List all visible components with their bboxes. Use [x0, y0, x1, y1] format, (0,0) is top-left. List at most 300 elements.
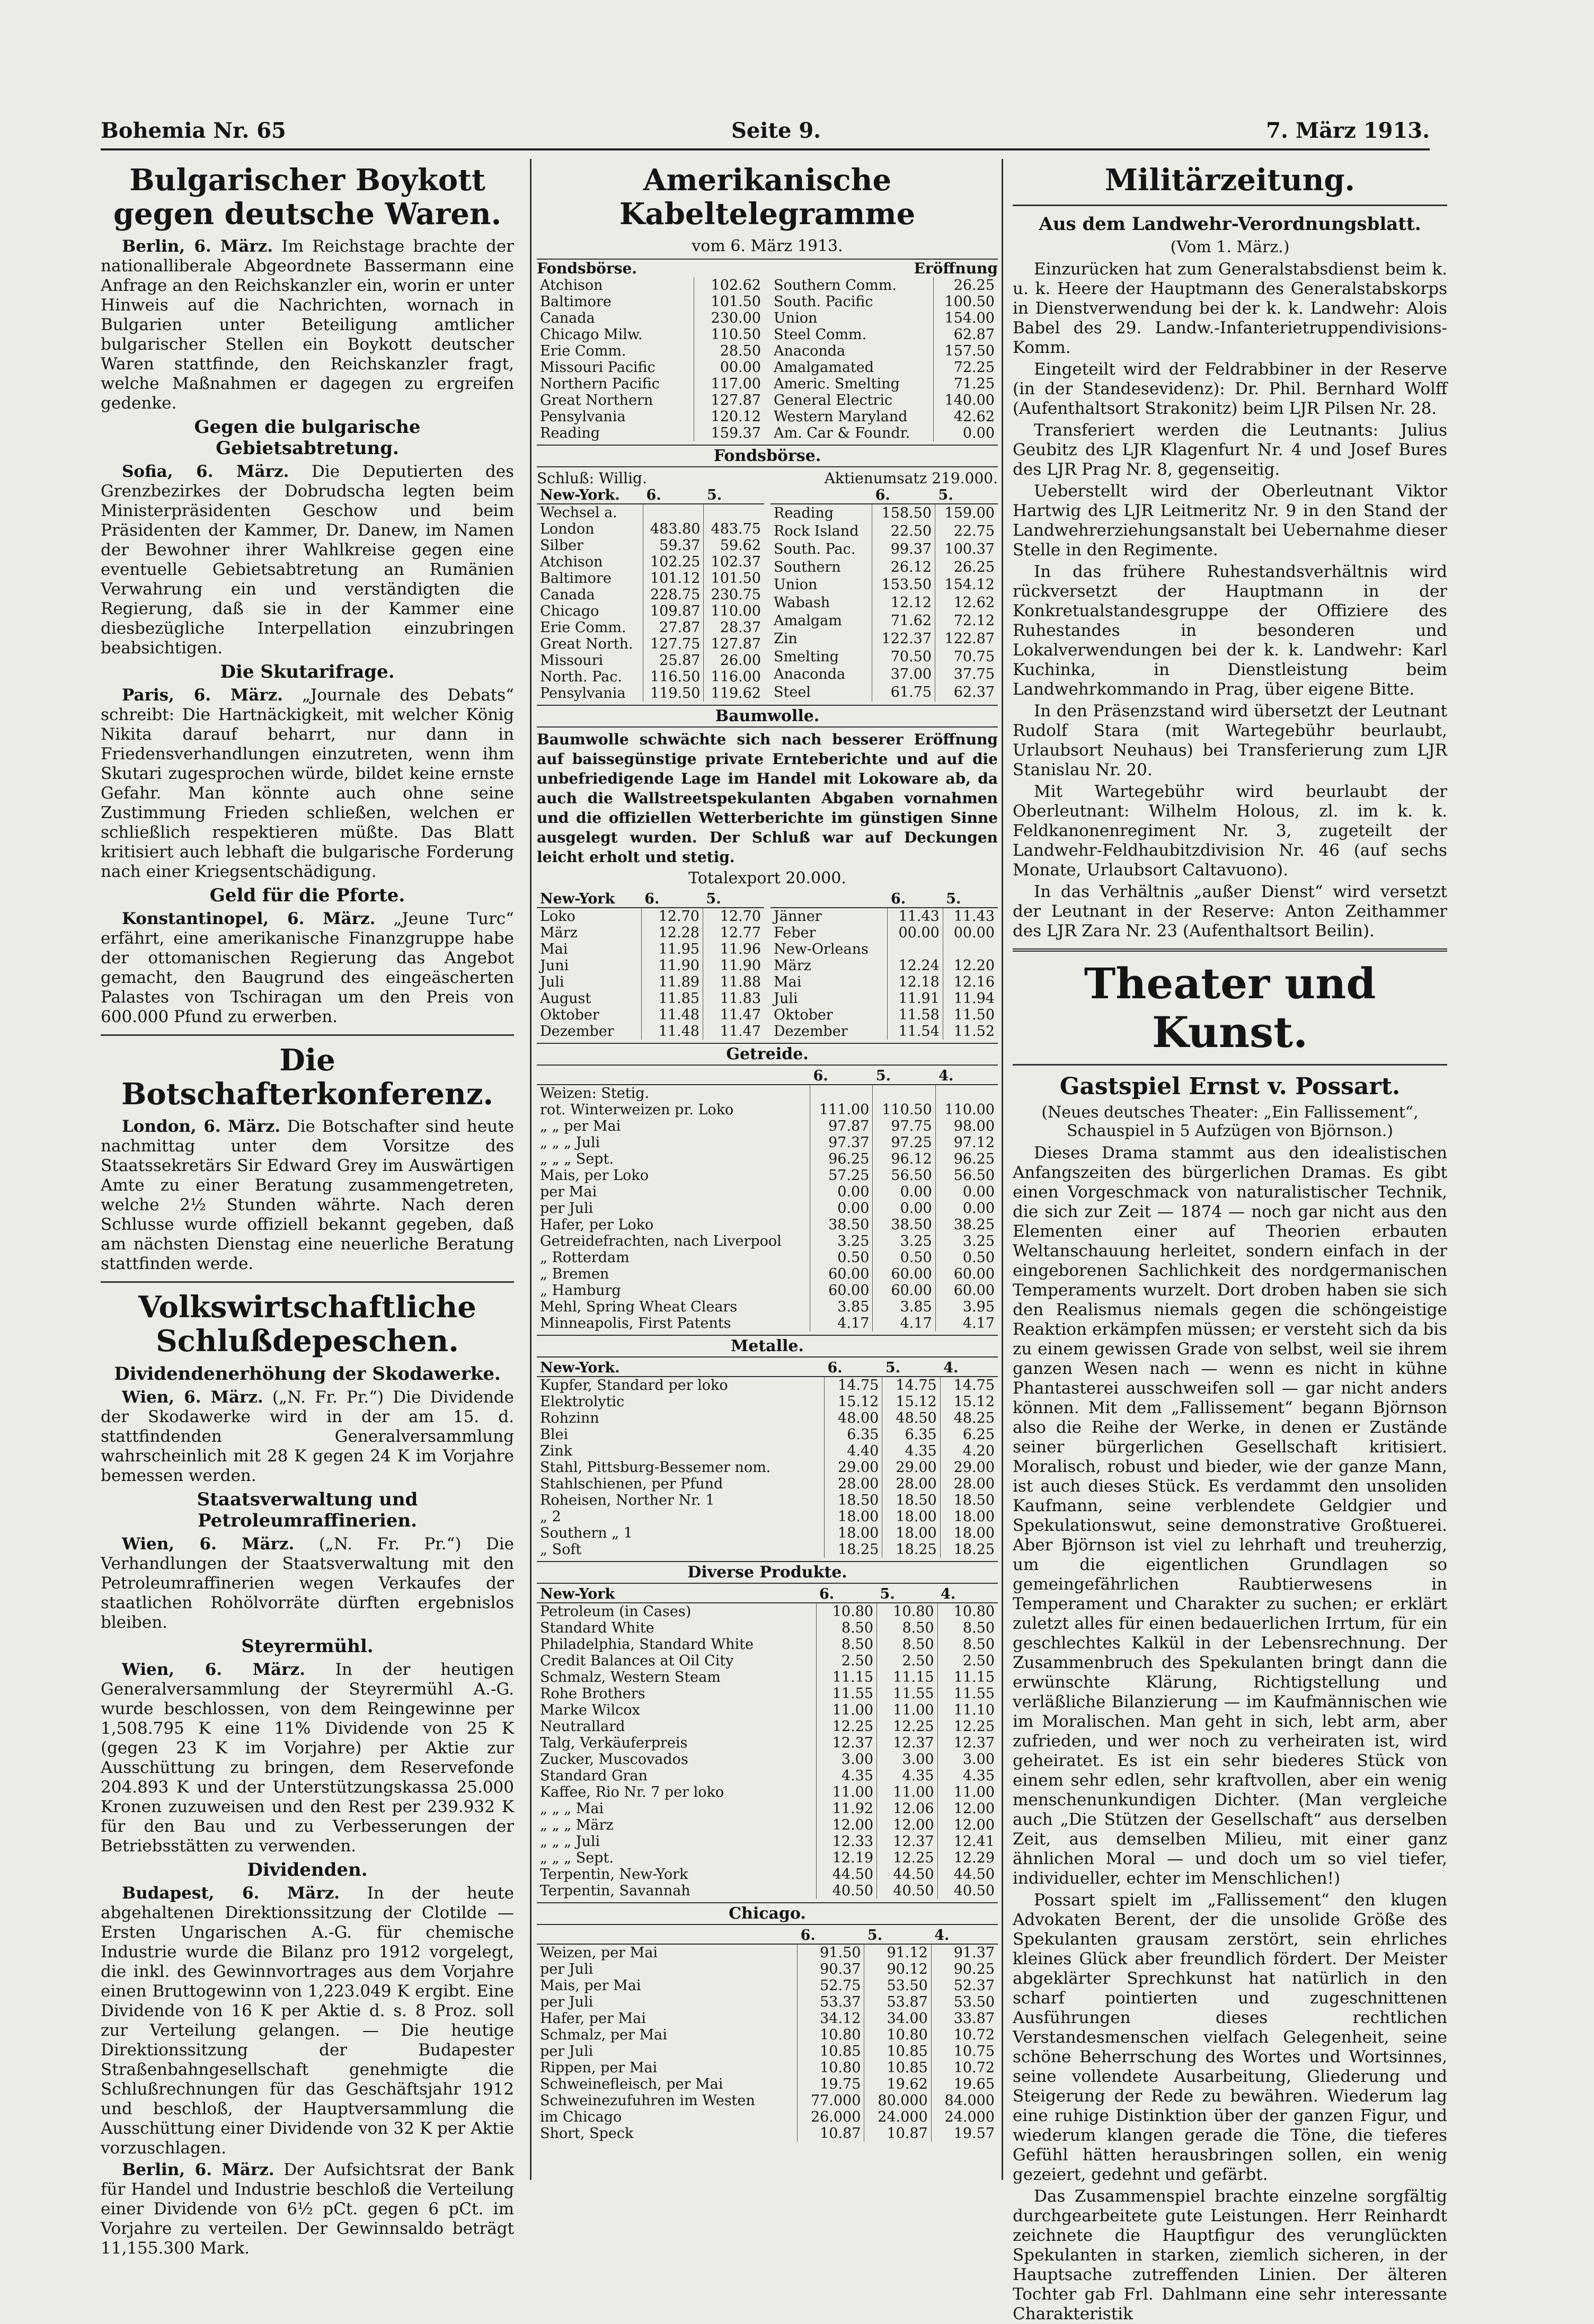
cell-value: 11.55 [937, 1686, 998, 1702]
table-row [537, 425, 764, 441]
cell-value: 11.92 [816, 1800, 877, 1817]
cell-value [888, 941, 943, 957]
table-row [771, 277, 998, 294]
cell-value: 57.25 [810, 1167, 873, 1184]
article-body [101, 1884, 514, 2158]
table-row [771, 612, 998, 630]
cell-value: 116.00 [704, 669, 764, 685]
cell-value: 56.50 [873, 1167, 935, 1184]
dateline: Wien, 6. März. [122, 1660, 305, 1680]
cell-value: 12.41 [937, 1833, 998, 1850]
cell-value: 96.25 [810, 1151, 873, 1167]
cell-value: 18.00 [824, 1509, 882, 1525]
table-row [537, 294, 764, 310]
cell-value: 154.12 [935, 576, 998, 594]
cell-value: 0.50 [873, 1249, 935, 1266]
play-info: (Neues deutsches Theater: „Ein Fallissement“, Schauspiel in 5 Aufzügen von Björnson.) [1041, 1103, 1419, 1141]
table-row [771, 425, 998, 441]
cell-value: 11.43 [888, 908, 943, 925]
row-label: Dezember [540, 1023, 614, 1040]
dateline: Wien, 6. März. [122, 1534, 295, 1554]
cell-value: 3.00 [937, 1751, 998, 1768]
cell-value: 97.75 [873, 1118, 935, 1134]
cell-value: 60.00 [935, 1282, 998, 1299]
row-label: General Electric [774, 392, 893, 409]
price-table [537, 1586, 998, 1899]
date-line: vom 6. März 1913. [692, 236, 843, 255]
table-row [537, 1603, 998, 1620]
table-row [537, 554, 764, 570]
paragraph: Einzurücken hat zum Generalstabsdienst beim k. u. k. Heere der Hauptmann des Generalstabskorps in Dienstverwendung bei der k. k. Landwehr: Alois Babel des 29. Landw.-Infanterietruppendivisions-Komm. [1013, 260, 1447, 358]
row-label: Schmalz, Western Steam [540, 1669, 721, 1686]
header-center: Seite 9. [731, 118, 821, 143]
text: Der Aufsichtsrat der Bank für Handel und Industrie beschloß die Verteilung einer Dividende von 6½ pCt. gegen 6 pCt. im Vorjahre zu verteilen. Der Gewinnsaldo beträgt 11,155.300 Mark. [101, 2160, 514, 2258]
table-row [537, 1784, 998, 1800]
table-row [771, 908, 998, 925]
table-row [537, 2027, 998, 2043]
cell-value: 11.58 [888, 1007, 943, 1023]
column-header: New-York. [537, 487, 643, 504]
column-2 [530, 159, 998, 2180]
table-row [537, 1459, 998, 1476]
table-row [771, 629, 998, 647]
cell-value: 154.00 [933, 310, 998, 326]
cell-value: 56.50 [935, 1167, 998, 1184]
cell-value: 4.17 [873, 1315, 935, 1332]
paragraph: In den Präsenzstand wird übersetzt der Leutnant Rudolf Stara (mit Wartegebühr beurlaubt, Urlaubsort Neuhaus) bei Transferierung zum LJR Stanislau Nr. 20. [1013, 702, 1447, 780]
column-header: New-York [537, 1586, 816, 1603]
table-row [537, 1200, 998, 1217]
cell-value: 230.75 [704, 587, 764, 603]
article-body [101, 462, 514, 658]
cell-value: 29.00 [940, 1459, 998, 1476]
cell-value: 91.12 [864, 1944, 931, 1961]
cell-value: 159.37 [694, 425, 764, 441]
article-body [101, 2160, 514, 2258]
cell-value: 3.85 [873, 1299, 935, 1315]
table-row [537, 1800, 998, 1817]
column-header: 5. [877, 1586, 938, 1603]
cell-value: 4.35 [882, 1443, 940, 1459]
cell-value: 101.12 [643, 570, 704, 587]
price-table [537, 891, 764, 1040]
row-label: Mais, per Loko [540, 1167, 649, 1184]
cell-value: 3.25 [935, 1233, 998, 1249]
table-row [771, 647, 998, 666]
cell-value: 0.00 [935, 1200, 998, 1217]
cell-value: 3.00 [877, 1751, 938, 1768]
cell-value: 26.00 [704, 652, 764, 669]
cell-value: 59.37 [643, 537, 704, 554]
table-row [771, 294, 998, 310]
table-row [537, 1509, 998, 1525]
cell-value: 12.19 [816, 1850, 877, 1866]
table-row [537, 2010, 998, 2027]
row-label: Short, Speck [540, 2125, 634, 2142]
row-label: rot. Winterweizen pr. Loko [540, 1101, 734, 1118]
article-body [101, 1117, 514, 1274]
cell-value: 12.25 [877, 1718, 938, 1735]
cell-value [810, 1085, 873, 1102]
row-label: Dezember [774, 1023, 848, 1040]
article-title: Amerikanische Kabeltelegramme [619, 163, 916, 232]
column-header: 6. [872, 487, 935, 504]
row-label: Amalgamated [774, 359, 874, 376]
row-label: Chicago Milw. [540, 326, 643, 343]
paragraph: Ueberstellt wird der Oberleutnant Viktor Hartwig des LJR Leitmeritz Nr. 9 in den Stand der Landwehrerziehungsanstalt bei Uebernahme dieser Stelle in den Regimente. [1013, 482, 1447, 560]
cell-value: 15.12 [940, 1394, 998, 1410]
row-label: Mai [774, 973, 802, 990]
table-row [537, 1023, 764, 1040]
table-row [537, 1994, 998, 2010]
article-title: Bulgarischer Boykott gegen deutsche Waren. [113, 163, 502, 232]
table-row [537, 1315, 998, 1332]
cell-value: 4.17 [810, 1315, 873, 1332]
table-row [537, 359, 764, 376]
row-label: per Juli [540, 1993, 594, 2010]
cell-value: 60.00 [810, 1266, 873, 1282]
row-label: Weizen, per Mai [540, 1944, 658, 1961]
column-header: 6. [810, 1068, 873, 1085]
cell-value: 10.80 [816, 1603, 877, 1620]
cell-value: 120.12 [694, 409, 764, 425]
row-label: „ Soft [540, 1541, 582, 1558]
table-row [537, 2109, 998, 2125]
row-label: Terpentin, Savannah [540, 1882, 690, 1899]
table-row [537, 1426, 998, 1443]
cell-value: 24.000 [931, 2109, 998, 2125]
row-label: Anaconda [774, 666, 846, 683]
row-label: Standard White [540, 1619, 654, 1636]
cell-value: 97.87 [810, 1118, 873, 1134]
cell-value: 18.25 [940, 1541, 998, 1558]
cell-value: 11.00 [816, 1784, 877, 1800]
cell-value: 48.50 [882, 1410, 940, 1426]
cell-value: 111.00 [810, 1102, 873, 1118]
cell-value: 10.80 [937, 1603, 998, 1620]
cell-value: 60.00 [810, 1282, 873, 1299]
row-label: Elektrolytic [540, 1393, 625, 1410]
column-header: 5. [873, 1068, 935, 1085]
text: „Journale des Debats“ schreibt: Die Hartnäckigkeit, mit welcher König Nikita darauf beharrt, nur dann in Friedensverhandlungen einzutreten, wenn ihm Skutari zugesprochen würde, bildet keine ernste Gefahr. Man könnte auch ohne seine Zustimmung Frieden schließen, welchen er schließlich respektieren müßte. Das Blatt kritisiert auch lebhaft die bulgarische Forderung nach einer Kriegsentschädigung. [101, 685, 514, 881]
row-label: Pensylvania [540, 685, 626, 702]
article-body [101, 1388, 514, 1486]
cell-value: 18.50 [824, 1492, 882, 1509]
subhead: Steyrermühl. [241, 1636, 374, 1657]
cell-value: 12.29 [937, 1850, 998, 1866]
table-row [537, 1768, 998, 1784]
cell-value: 44.50 [816, 1866, 877, 1883]
table-row [537, 1167, 998, 1184]
cell-value: 10.80 [798, 2027, 864, 2043]
cell-value: 10.85 [864, 2060, 931, 2076]
divider [1013, 948, 1447, 952]
cell-value: 127.87 [694, 392, 764, 409]
cell-value: 8.50 [816, 1620, 877, 1636]
table-row [537, 310, 764, 326]
table-row [537, 2076, 998, 2092]
cotton-export: Totalexport 20.000. [688, 868, 846, 888]
row-label: Americ. Smelting [774, 375, 900, 392]
cell-value: 122.87 [935, 629, 998, 647]
row-label: Zink [540, 1442, 573, 1459]
row-label: Mehl, Spring Wheat Clears [540, 1298, 738, 1315]
table-row [537, 1299, 998, 1315]
cell-value: 00.00 [888, 925, 943, 941]
row-label: Chicago [540, 602, 599, 619]
row-label: Juli [540, 973, 564, 990]
cell-value: 53.50 [931, 1994, 998, 2010]
cell-value: 38.50 [810, 1217, 873, 1233]
column-1 [101, 159, 515, 2258]
cell-value: 61.75 [872, 684, 935, 702]
table-row [537, 409, 764, 425]
cell-value: 91.50 [798, 1944, 864, 1961]
column-header [537, 1068, 810, 1085]
table-row [771, 522, 998, 540]
table-row [537, 1217, 998, 1233]
row-label: Hafer, per Loko [540, 1216, 654, 1233]
close-status: Schluß: Willig. [537, 469, 647, 487]
row-label: Southern [774, 558, 841, 575]
row-label: South. Pacific [774, 293, 873, 310]
price-table [537, 487, 764, 702]
column-header: 4. [935, 1068, 998, 1085]
row-label: „ „ „ Mai [540, 1800, 604, 1817]
cell-value: 27.87 [643, 619, 704, 636]
cell-value: 11.00 [816, 1702, 877, 1718]
cell-value: 10.80 [798, 2060, 864, 2076]
cell-value: 8.50 [937, 1636, 998, 1653]
dateline: Sofia, 6. März. [122, 462, 289, 481]
cell-value: 10.75 [931, 2043, 998, 2060]
cell-value: 25.87 [643, 652, 704, 669]
cell-value: 11.15 [877, 1669, 938, 1686]
paragraph: Das Zusammenspiel brachte einzelne sorgfältig durchgearbeitete gute Leistungen. Herr Reinhardt zeichnete die Hauptfigur des verunglückten Spekulanten in starken, ziemlich sicheren, in der Hauptsache zutreffenden Linien. Der älteren Tochter gab Frl. Dahlmann eine sehr interessante Charakteristik [1013, 2187, 1447, 2324]
column-header: 4. [931, 1927, 998, 1944]
table-row [537, 1266, 998, 1282]
cell-value: 11.15 [816, 1669, 877, 1686]
paragraph: In das Verhältnis „außer Dienst“ wird versetzt der Leutnant in der Reserve: Anton Zeithammer des LJR Zara Nr. 23 (Aufenthaltsort Beilin). [1013, 882, 1447, 941]
column-header: 4. [940, 1360, 998, 1377]
cell-value: 26.12 [872, 558, 935, 576]
row-label: Union [774, 576, 818, 593]
column-header: 6. [824, 1360, 882, 1377]
cell-value: 4.35 [877, 1768, 938, 1784]
table-row [537, 1184, 998, 1200]
table-row [537, 1394, 998, 1410]
table-row [537, 1944, 998, 1961]
row-label: per Juli [540, 1961, 594, 1977]
cell-value: 18.00 [940, 1509, 998, 1525]
cell-value: 44.50 [877, 1866, 938, 1883]
cell-value: 0.00 [873, 1200, 935, 1217]
column-header: New-York. [537, 1360, 824, 1377]
column-header: 4. [937, 1586, 998, 1603]
cell-value: 14.75 [940, 1377, 998, 1394]
date-line: (Vom 1. März.) [1170, 238, 1290, 257]
cell-value: 12.77 [703, 925, 764, 941]
column-header: New-York [537, 891, 641, 908]
cell-value: 109.87 [643, 603, 704, 619]
row-label: Erie Comm. [540, 619, 626, 636]
cell-value: 40.50 [816, 1883, 877, 1899]
column-header [537, 1927, 798, 1944]
cell-value: 140.00 [933, 392, 998, 409]
table-row [537, 1833, 998, 1850]
paragraph: Transferiert werden die Leutnants: Julius Geubitz des LJR Klagenfurt Nr. 4 und Josef Bures des LJR Prag Nr. 8, gegenseitig. [1013, 421, 1447, 480]
table-row [771, 540, 998, 558]
row-label: „ 2 [540, 1508, 561, 1525]
cell-value: 12.20 [943, 957, 998, 974]
cell-value: 70.75 [935, 647, 998, 666]
cell-value: 52.37 [931, 1977, 998, 1994]
cell-value: 52.75 [798, 1977, 864, 1994]
dateline: Wien, 6. März. [122, 1388, 263, 1407]
cell-value: 230.00 [694, 310, 764, 326]
row-label: Juli [774, 990, 798, 1007]
cell-value: 2.50 [816, 1653, 877, 1669]
row-label: Juni [540, 957, 569, 974]
section-title: Getreide. [537, 1043, 998, 1066]
row-label: „ Rotterdam [540, 1249, 630, 1266]
cell-value: 15.12 [824, 1394, 882, 1410]
row-label: per Juli [540, 2043, 594, 2060]
price-table [771, 277, 998, 441]
cell-value: 0.00 [810, 1200, 873, 1217]
cell-value: 8.50 [877, 1636, 938, 1653]
row-label: Roheisen, Norther Nr. 1 [540, 1492, 715, 1509]
cell-value: 60.00 [873, 1282, 935, 1299]
row-label: Rohzinn [540, 1409, 599, 1426]
cell-value: 10.80 [864, 2027, 931, 2043]
cell-value: 11.90 [703, 957, 764, 974]
cell-value: 11.48 [641, 1007, 703, 1023]
cell-value: 60.00 [873, 1266, 935, 1282]
price-table [537, 277, 764, 441]
paragraph: Mit Wartegebühr wird beurlaubt der Oberleutnant: Wilhelm Holous, zl. im k. k. Feldkanonenregiment Nr. 3, zugeteilt der Landwehr-Feldhaubitzdivision Nr. 46 (auf sechs Monate, Urlaubsort Caltavuono). [1013, 782, 1447, 880]
cell-value [643, 504, 704, 521]
cell-value: 11.48 [641, 1023, 703, 1040]
row-label: Standard Gran [540, 1767, 648, 1784]
table-row [537, 1476, 998, 1492]
cell-value: 110.00 [935, 1102, 998, 1118]
cell-value: 158.50 [872, 504, 935, 522]
cell-value: 11.50 [943, 1007, 998, 1023]
table-row [771, 576, 998, 594]
cell-value: 12.12 [872, 594, 935, 612]
row-label: New-Orleans [774, 941, 869, 957]
table-row [537, 1636, 998, 1653]
cell-value: 119.50 [643, 685, 704, 702]
text: In der heute abgehaltenen Direktionssitzung der Clotilde — Ersten Ungarischen A.-G. für chemische Industrie wurde die Bilanz pro 1912 vorgelegt, die inkl. des Gewinnvortrages aus dem Vorjahre einen Bruttogewinn von 1,223.049 K ergibt. Eine Dividende von 16 K per Aktie d. s. 8 Proz. soll zur Verteilung gelangen. — Die heutige Direktionssitzung der Budapester Straßenbahngesellschaft genehmigte die Schlußrechnungen für das Geschäftsjahr 1912 und beschloß, der Hauptversammlung die Ausschüttung einer Dividende von 32 K per Aktie vorzuschlagen. [101, 1884, 515, 2158]
opening-prices [537, 277, 998, 441]
subhead: Aus dem Landwehr-Verordnungsblatt. [1039, 214, 1421, 235]
cell-value: 19.65 [931, 2076, 998, 2092]
cell-value: 00.00 [694, 359, 764, 376]
cell-value: 62.87 [933, 326, 998, 343]
cell-value: 98.00 [935, 1118, 998, 1134]
cell-value: 6.35 [882, 1426, 940, 1443]
row-label: März [540, 924, 578, 941]
table-row [537, 1282, 998, 1299]
cell-value: 97.25 [873, 1134, 935, 1151]
theater-review [1013, 1143, 1447, 2324]
column-3 [1002, 159, 1447, 2324]
cell-value: 6.35 [824, 1426, 882, 1443]
cell-value: 84.000 [931, 2092, 998, 2109]
table-row [537, 1410, 998, 1426]
cell-value: 110.50 [873, 1102, 935, 1118]
cell-value: 18.50 [940, 1492, 998, 1509]
row-label: Southern „ 1 [540, 1524, 633, 1541]
table-row [537, 603, 764, 619]
cell-value: 53.50 [864, 1977, 931, 1994]
column-header: 5. [935, 487, 998, 504]
row-label: Jänner [774, 908, 822, 925]
table-row [537, 1735, 998, 1751]
price-table [537, 1927, 998, 2142]
cell-value: 11.89 [641, 974, 703, 990]
row-label: Kaffee, Rio Nr. 7 per loko [540, 1784, 724, 1800]
table-row [537, 1233, 998, 1249]
cell-value: 11.88 [703, 974, 764, 990]
cell-value: 4.35 [816, 1768, 877, 1784]
table-row [771, 941, 998, 957]
row-label: Silber [540, 537, 583, 554]
row-label: per Juli [540, 1200, 594, 1217]
caption-right: Eröffnung [914, 259, 998, 277]
cell-value: 11.15 [937, 1669, 998, 1686]
subhead: Geld für die Pforte. [209, 884, 405, 906]
share-volume: Aktienumsatz 219.000. [824, 469, 998, 487]
table-row [537, 1007, 764, 1023]
cell-value: 3.95 [935, 1299, 998, 1315]
cell-value: 10.85 [864, 2043, 931, 2060]
table-row [537, 1653, 998, 1669]
text: In der heutigen Generalversammlung der Steyrermühl A.-G. wurde beschlossen, von dem Reingewinne per 1,508.795 K eine 11% Dividende von 25 K (gegen 23 K im Vorjahre) per Aktie zur Ausschüttung zu bringen, dem Reservefonde 204.893 K und der Unterstützungskassa 25.000 Kronen zuzuweisen und den Rest per 239.932 K für den Bau und zu Verbesserungen der Betriebsstätten zu verwenden. [101, 1660, 514, 1856]
row-label: „ „ „ Juli [540, 1134, 600, 1151]
text: Im Reichstage brachte der nationalliberale Abgeordnete Bassermann eine Anfrage an den Reichskanzler ein, worin er unter Hinweis auf die Nachrichten, wornach in Bulgarien unter Beteiligung amtlicher bulgarischer Stellen ein Boykott deutscher Waren stattfinde, den Reichskanzler fragt, welche Maßnahmen er dagegen zu ergreifen gedenke. [101, 236, 514, 413]
cell-value: 28.00 [940, 1476, 998, 1492]
table-row [537, 1620, 998, 1636]
subhead: Gegen die bulgarische Gebietsabtretung. [194, 416, 421, 459]
cell-value: 11.91 [888, 990, 943, 1007]
cell-value: 11.96 [703, 941, 764, 957]
table-row [537, 376, 764, 392]
cell-value: 11.47 [703, 1007, 764, 1023]
cell-value: 11.55 [877, 1686, 938, 1702]
cell-value: 28.00 [882, 1476, 940, 1492]
cell-value: 127.75 [643, 636, 704, 652]
row-label: Kupfer, Standard per loko [540, 1377, 728, 1394]
cell-value: 2.50 [937, 1653, 998, 1669]
table-row [537, 570, 764, 587]
table-row [537, 504, 764, 521]
table-row [771, 392, 998, 409]
cell-value: 12.37 [877, 1833, 938, 1850]
article-body [101, 686, 514, 882]
row-label: Stahl, Pittsburg-Bessemer nom. [540, 1459, 771, 1476]
table-caption [537, 259, 998, 277]
table-row [537, 957, 764, 974]
cell-value: 29.00 [882, 1459, 940, 1476]
cell-value: 90.25 [931, 1961, 998, 1977]
table-row [537, 277, 764, 294]
row-label: Great North. [540, 635, 633, 652]
cell-value: 22.50 [872, 522, 935, 540]
header-right: 7. März 1913. [1266, 118, 1430, 143]
